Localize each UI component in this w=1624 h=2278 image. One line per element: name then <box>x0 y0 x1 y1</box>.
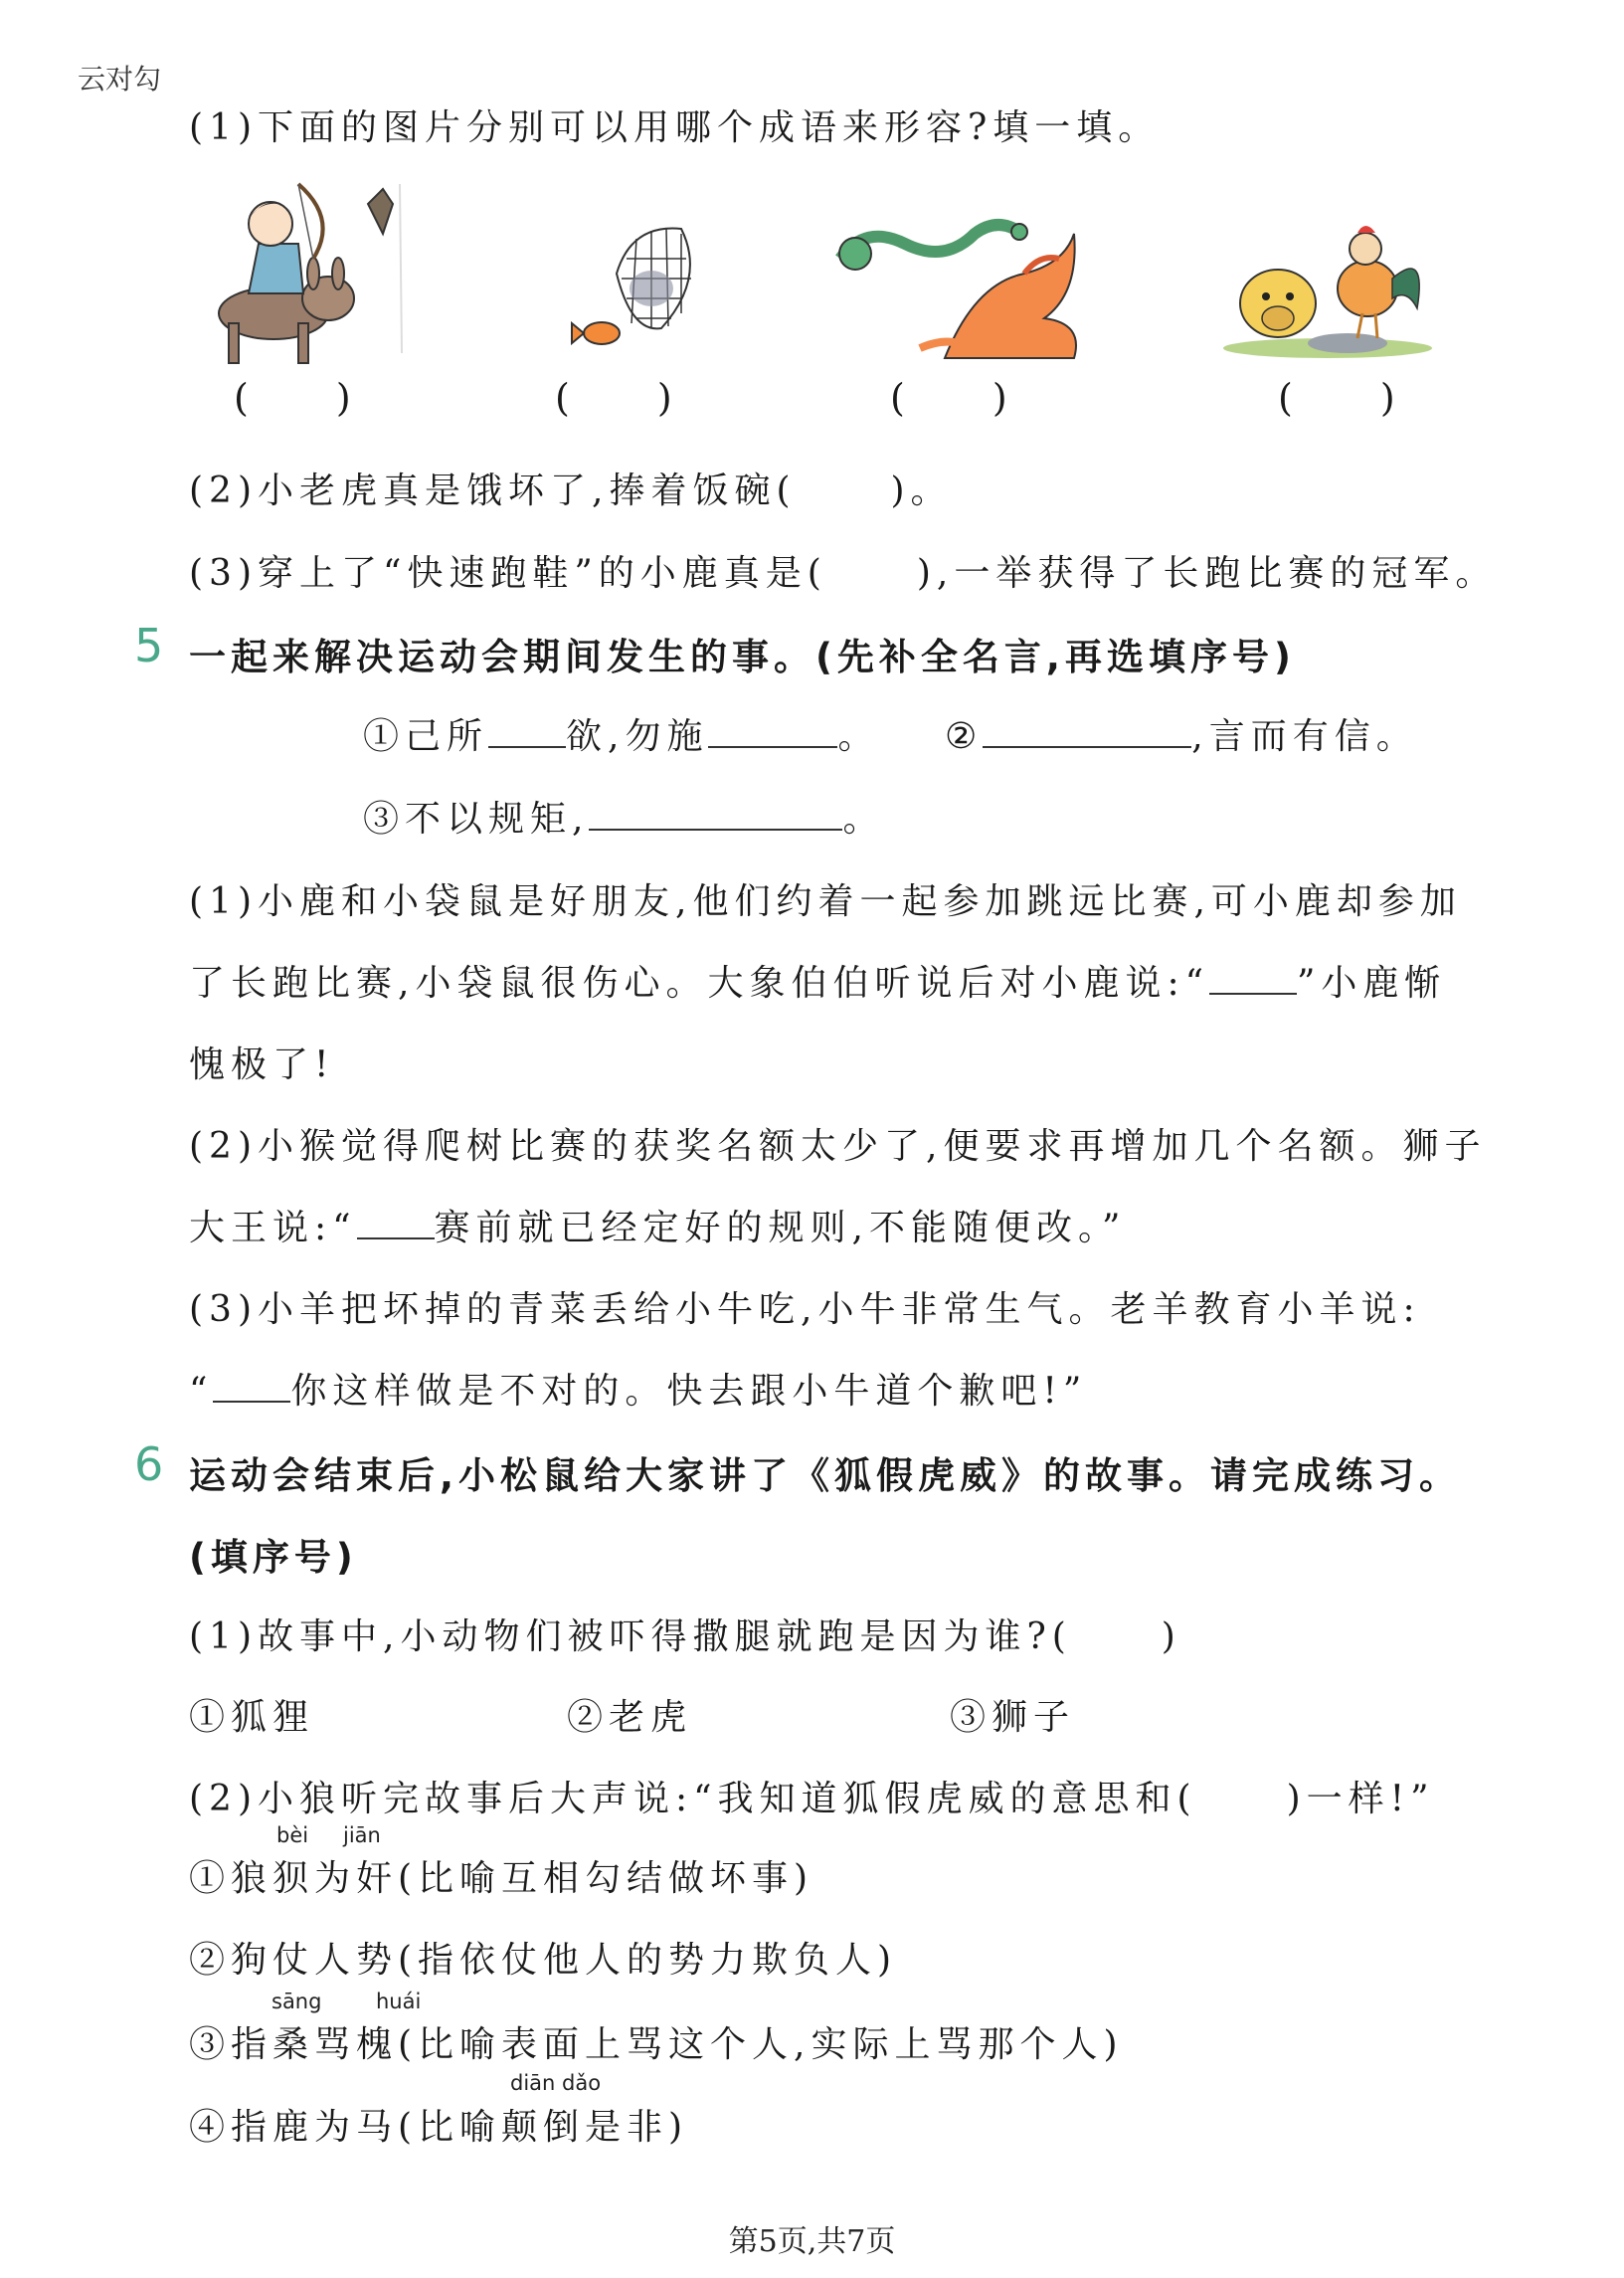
q5-number: 5 <box>134 619 164 672</box>
q6-part2-text: (2)小狼听完故事后大声说:“我知道狐假虎威的意思和( )一样!” <box>189 1779 1435 1819</box>
dragon-phoenix-picture <box>825 214 1089 363</box>
q5-part2-line1: (2)小猴觉得爬树比赛的获奖名额太少了,便要求再增加几个名额。狮子 <box>189 1126 1487 1167</box>
q6-choice-1[interactable]: ①狼狈为奸(比喻互相勾结做坏事) <box>189 1858 814 1899</box>
q6-option-2[interactable]: ②老虎 <box>567 1697 693 1738</box>
q5-title: 一起来解决运动会期间发生的事。(先补全名言,再选填序号) <box>189 636 1296 678</box>
q6-title-line2: (填序号) <box>189 1536 358 1579</box>
q5-part1-line3: 愧极了! <box>189 1044 335 1085</box>
q6-option-3[interactable]: ③狮子 <box>950 1697 1076 1738</box>
q5-part3-blank[interactable] <box>213 1371 290 1403</box>
q5-part1-blank[interactable] <box>1209 963 1297 995</box>
q5-part1-line2: 了长跑比赛,小袋鼠很伤心。大象伯伯听说后对小鹿说:“ ”小鹿惭 <box>189 963 1447 1004</box>
pinyin-bei: bèi <box>276 1823 309 1847</box>
picture-3-answer-blank[interactable]: ( ) <box>890 376 1007 420</box>
q6-choice-4[interactable]: ④指鹿为马(比喻颠倒是非) <box>189 2107 689 2148</box>
page-footer: 第5页,共7页 <box>728 2224 896 2259</box>
pinyin-diandao: diān dǎo <box>510 2071 602 2095</box>
q4-part3-text: (3)穿上了“快速跑鞋”的小鹿真是( ),一举获得了长跑比赛的冠军。 <box>189 553 1498 594</box>
dog-and-rooster-picture <box>1218 209 1437 358</box>
pinyin-huai: huái <box>376 1990 422 2013</box>
picture-4-answer-blank[interactable]: ( ) <box>1278 376 1395 420</box>
pinyin-sang: sāng <box>271 1990 322 2013</box>
q6-number: 6 <box>134 1437 164 1491</box>
saying-1-blank-a[interactable] <box>488 716 566 748</box>
q6-choice-3[interactable]: ③指桑骂槐(比喻表面上骂这个人,实际上骂那个人) <box>189 2024 1124 2065</box>
q6-option-1[interactable]: ①狐狸 <box>189 1697 315 1738</box>
q5-part2-line2: 大王说:“ 赛前就已经定好的规则,不能随便改。” <box>189 1208 1127 1248</box>
picture-1-answer-blank[interactable]: ( ) <box>234 376 351 420</box>
q5-part3-line1: (3)小羊把坏掉的青菜丢给小牛吃,小牛非常生气。老羊教育小羊说: <box>189 1289 1421 1330</box>
q6-choice-2[interactable]: ②狗仗人势(指依仗他人的势力欺负人) <box>189 1940 898 1981</box>
q5-saying-1: ①己所 欲,勿施 。 <box>363 716 880 757</box>
picture-2-answer-blank[interactable]: ( ) <box>555 376 672 420</box>
saying-1-blank-b[interactable] <box>708 716 837 748</box>
q5-part3-line2: “ 你这样做是不对的。快去跟小牛道个歉吧!” <box>189 1371 1088 1412</box>
fishing-net-picture <box>557 219 706 358</box>
q6-title-line1: 运动会结束后,小松鼠给大家讲了《狐假虎威》的故事。请完成练习。 <box>189 1454 1462 1497</box>
q5-saying-2: ② ,言而有信。 <box>945 716 1418 757</box>
brand-logo: 云对勾 <box>78 63 162 95</box>
pinyin-jian: jiān <box>343 1823 381 1847</box>
q4-part1-text: (1)下面的图片分别可以用哪个成语来形容?填一填。 <box>189 107 1161 148</box>
q6-part1-text: (1)故事中,小动物们被吓得撒腿就跑是因为谁?( ) <box>189 1616 1181 1657</box>
q5-part1-line1: (1)小鹿和小袋鼠是好朋友,他们约着一起参加跳远比赛,可小鹿却参加 <box>189 881 1462 922</box>
q4-part2-text: (2)小老虎真是饿坏了,捧着饭碗( )。 <box>189 471 953 511</box>
q5-saying-3: ③不以规矩, 。 <box>363 799 885 840</box>
q5-part2-blank[interactable] <box>357 1208 435 1239</box>
saying-2-blank[interactable] <box>983 716 1191 748</box>
archer-on-donkey-picture <box>189 174 428 368</box>
saying-3-blank[interactable] <box>589 799 842 831</box>
